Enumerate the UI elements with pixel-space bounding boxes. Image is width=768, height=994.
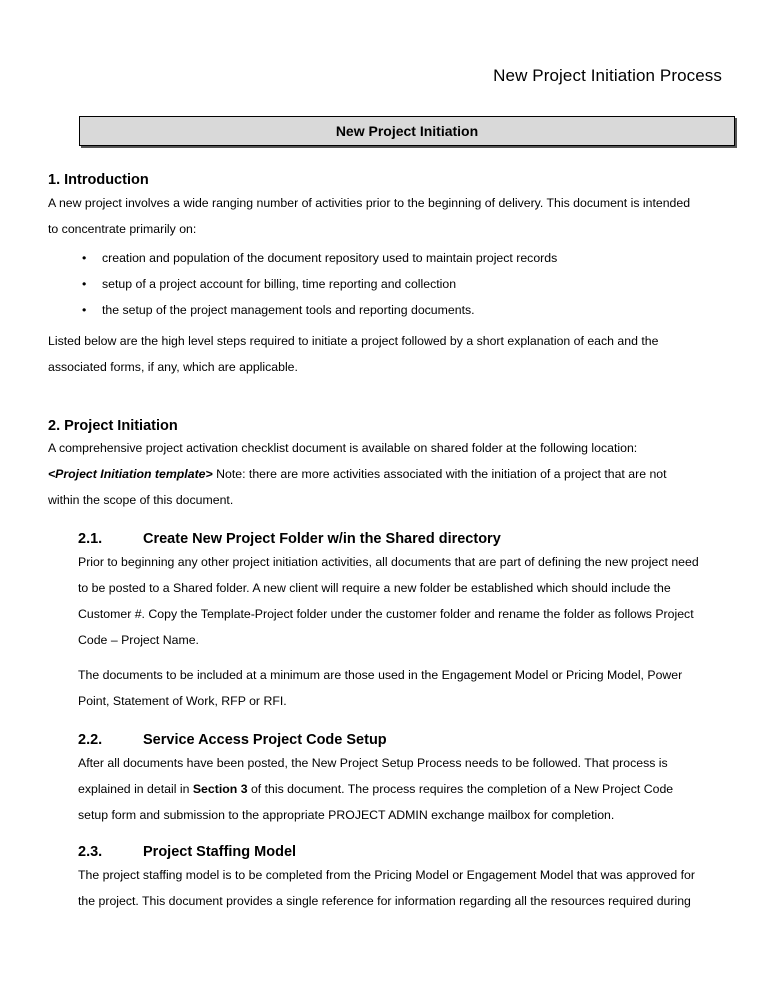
subsection-heading: 2.1. Create New Project Folder w/in the Shared directory — [78, 531, 501, 547]
section-heading: 2. Project Initiation — [48, 418, 178, 434]
paragraph-line: explained in detail in Section 3 of this document. The process requires the completion of a New Project Code — [78, 782, 674, 796]
banner-title: New Project Initiation — [335, 123, 479, 139]
template-reference: <Project Initiation template> — [48, 467, 213, 481]
subsection-heading: 2.3. Project Staffing Model — [78, 844, 297, 860]
paragraph-line: Point, Statement of Work, RFP or RFI. — [78, 694, 287, 708]
paragraph-line: <Project Initiation template> Note: there are more activities associated with the initiation of a project that are not — [48, 467, 667, 481]
paragraph-line: The project staffing model is to be completed from the Pricing Model or Engagement Model that was approved for — [78, 868, 695, 882]
section-project-initiation — [48, 418, 728, 513]
bullet-icon: • — [82, 303, 87, 317]
paragraph-line: Customer #. Copy the Template-Project folder under the customer folder and rename the folder as follows Project — [78, 607, 694, 621]
paragraph-line: After all documents have been posted, the New Project Setup Process needs to be followed. That process is — [78, 756, 668, 770]
paragraph-line: Prior to beginning any other project initiation activities, all documents that are part of defining the new project need — [78, 555, 699, 569]
paragraph-line: to concentrate primarily on: — [48, 222, 197, 236]
list-item: • setup of a project account for billing, time reporting and collection — [48, 276, 728, 293]
paragraph-line: The documents to be included at a minimum are those used in the Engagement Model or Pricing Model, Power — [78, 668, 683, 682]
bullet-icon: • — [82, 251, 87, 265]
bullet-icon: • — [82, 277, 87, 291]
document-title-banner — [79, 116, 735, 146]
paragraph-line: the project. This document provides a single reference for information regarding all the resources required during — [78, 894, 691, 908]
subsection-heading: 2.2. Service Access Project Code Setup — [78, 732, 387, 748]
section-2-1 — [48, 531, 758, 714]
paragraph-line: setup form and submission to the appropriate PROJECT ADMIN exchange mailbox for completion. — [78, 808, 615, 822]
list-item: • the setup of the project management tools and reporting documents. — [48, 302, 728, 319]
paragraph-line: associated forms, if any, which are applicable. — [48, 360, 298, 374]
paragraph-line: Listed below are the high level steps required to initiate a project followed by a short explanation of each and the — [48, 334, 659, 348]
section-heading: 1. Introduction — [48, 172, 149, 188]
paragraph-line: Code – Project Name. — [78, 633, 199, 647]
page-header-title: New Project Initiation Process — [493, 66, 722, 85]
section-introduction — [48, 172, 728, 380]
paragraph-line: A comprehensive project activation checklist document is available on shared folder at the following location: — [48, 441, 638, 455]
list-item: • creation and population of the document repository used to maintain project records — [48, 250, 728, 267]
paragraph-line: A new project involves a wide ranging number of activities prior to the beginning of delivery. This document is intended — [48, 196, 691, 210]
section-2-2 — [48, 732, 758, 828]
section-2-3 — [48, 844, 758, 914]
paragraph-line: within the scope of this document. — [48, 493, 234, 507]
paragraph-line: to be posted to a Shared folder. A new client will require a new folder be established which should include the — [78, 581, 671, 595]
bullet-list — [48, 250, 728, 319]
